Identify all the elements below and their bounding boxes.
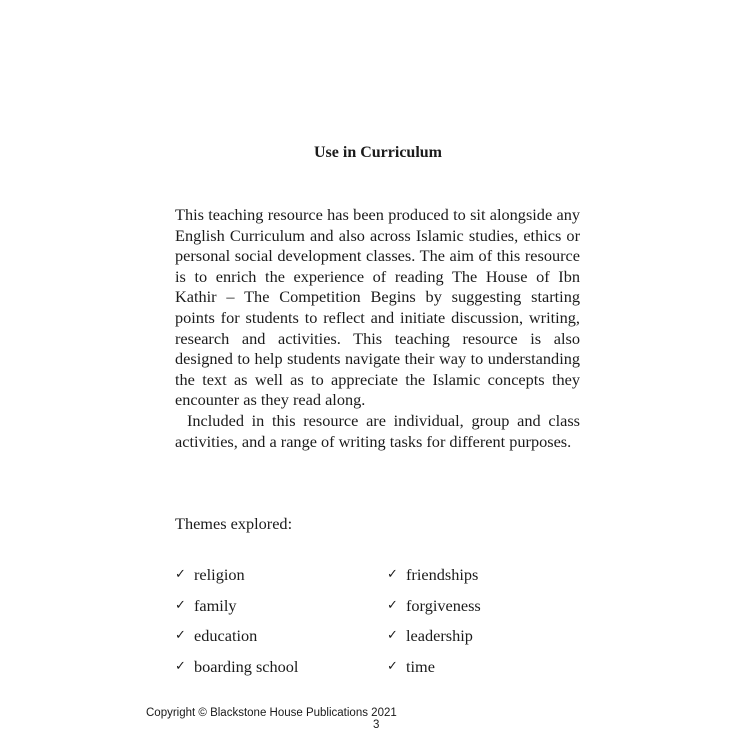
theme-item-leadership <box>387 624 575 648</box>
page-title: Use in Curriculum <box>314 144 442 161</box>
theme-label: boarding school <box>194 656 299 676</box>
theme-item-time <box>387 655 575 679</box>
page-number: 3 <box>373 719 380 731</box>
theme-item-religion <box>175 563 387 587</box>
theme-label: forgiveness <box>406 595 481 615</box>
check-icon: ✓ <box>175 628 186 643</box>
check-icon: ✓ <box>387 567 398 582</box>
theme-label: education <box>194 626 258 645</box>
theme-label: leadership <box>406 626 473 645</box>
theme-item-forgiveness <box>387 594 575 618</box>
theme-label: friendships <box>406 565 479 584</box>
theme-label: time <box>406 656 435 676</box>
check-icon: ✓ <box>175 658 186 674</box>
check-icon: ✓ <box>387 628 398 643</box>
themes-list <box>175 563 575 685</box>
check-icon: ✓ <box>387 597 398 613</box>
themes-heading: Themes explored: <box>175 514 293 533</box>
theme-item-family <box>175 594 387 618</box>
theme-label: religion <box>194 565 245 584</box>
intro-paragraph: This teaching resource has been produced to sit alongside any English Curriculum and also across Islamic studies, ethics or personal social development classes. The aim of this resource is to enrich the experience of reading The House of Ibn Kathir – The Competition Begins by suggesting starting points for students to reflect and initiate discussion, writing, research and activities. This teaching resource is also designed to help students navigate their way to understanding the text as well as to appreciate the Islamic concepts they encounter as they read along. <box>175 205 580 410</box>
theme-item-education <box>175 624 387 648</box>
theme-label: family <box>194 595 237 615</box>
theme-item-boarding-school <box>175 655 387 679</box>
check-icon: ✓ <box>387 658 398 674</box>
check-icon: ✓ <box>175 567 186 582</box>
body-text <box>175 205 580 452</box>
activities-paragraph: Included in this resource are individual, group and class activities, and a range of writing tasks for different purposes. <box>175 410 580 451</box>
check-icon: ✓ <box>175 597 186 613</box>
theme-item-friendships <box>387 563 575 587</box>
copyright-notice: Copyright © Blackstone House Publications 2021 <box>146 707 397 719</box>
